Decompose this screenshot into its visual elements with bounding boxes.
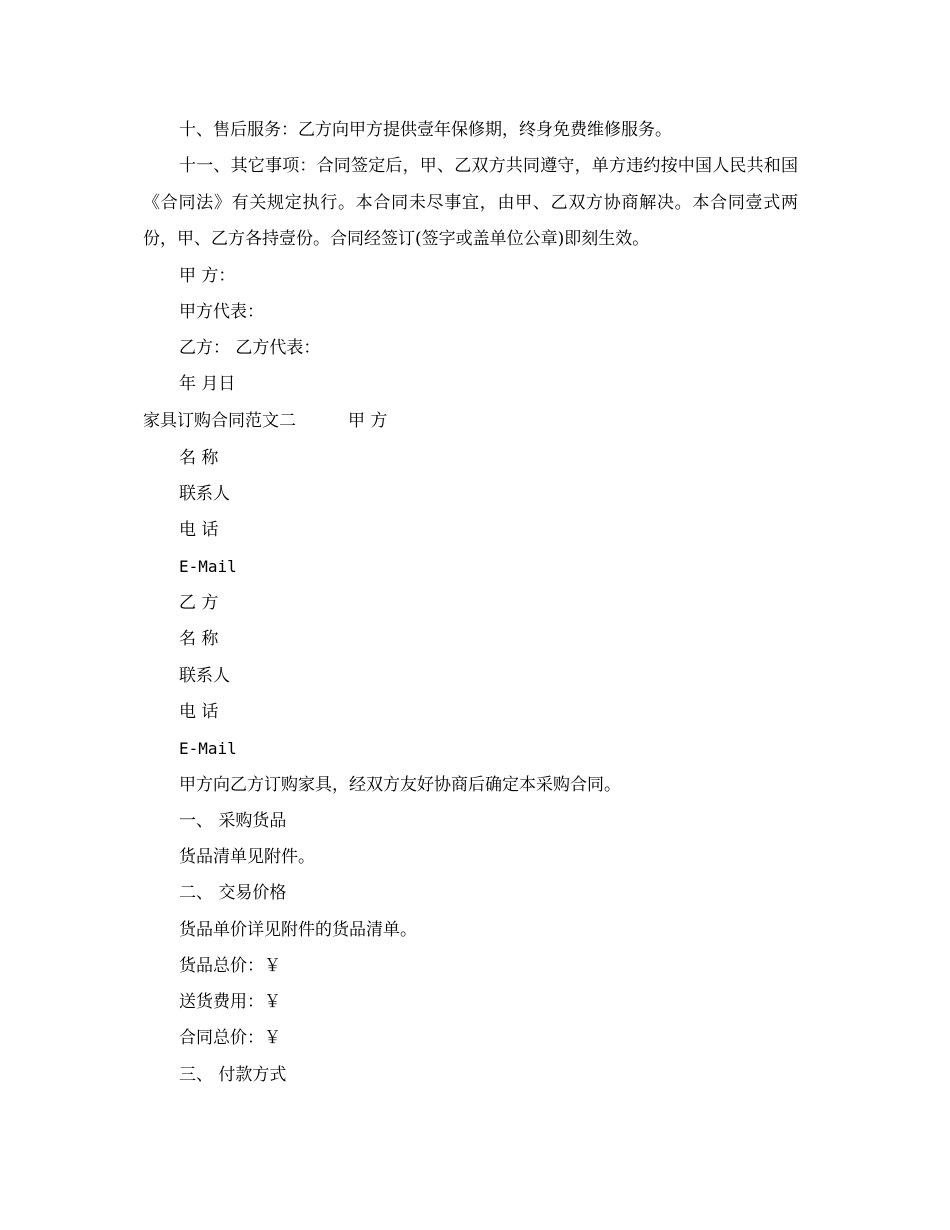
clause-11-other-matters: 十一、其它事项：合同签定后，甲、乙双方共同遵守，单方违约按中国人民共和国《合同法》有关规定执行。本合同未尽事宜，由甲、乙双方协商解决。本合同壹式两份，甲、乙方各持壹份。合同经签订(签字或盖单位公章)即刻生效。 xyxy=(143,156,798,249)
party-a-name-label: 名 称 xyxy=(179,448,219,468)
signature-date: 年 月日 xyxy=(179,374,236,394)
signature-party-b: 乙方： 乙方代表： xyxy=(179,338,321,358)
contract-intro: 甲方向乙方订购家具，经双方友好协商后确定本采购合同。 xyxy=(179,775,621,795)
delivery-fee: 送货费用：￥ xyxy=(179,992,281,1012)
goods-total-price: 货品总价：￥ xyxy=(179,956,281,976)
party-b-heading: 乙 方 xyxy=(179,593,219,613)
party-b-phone-label: 电 话 xyxy=(179,702,219,722)
clause-10-after-sales: 十、售后服务：乙方向甲方提供壹年保修期，终身免费维修服务。 xyxy=(179,120,672,140)
section-1-body: 货品清单见附件。 xyxy=(179,847,315,867)
party-a-heading: 甲 方 xyxy=(348,411,388,431)
section-2-body: 货品单价详见附件的货品清单。 xyxy=(179,920,417,940)
party-b-name-label: 名 称 xyxy=(179,629,219,649)
section-1-title: 一、 采购货品 xyxy=(179,811,287,831)
party-a-email-label: E-Mail xyxy=(179,557,237,576)
party-a-contact-label: 联系人 xyxy=(179,484,230,504)
section-2-title: 二、 交易价格 xyxy=(179,883,287,903)
party-b-email-label: E-Mail xyxy=(179,739,237,758)
sample-title-line xyxy=(143,411,387,431)
party-a-phone-label: 电 话 xyxy=(179,520,219,540)
party-b-contact-label: 联系人 xyxy=(179,666,230,686)
signature-party-a-representative: 甲方代表： xyxy=(179,302,264,322)
contract-total-price: 合同总价：￥ xyxy=(179,1028,281,1048)
section-3-title: 三、 付款方式 xyxy=(179,1065,287,1085)
signature-party-a: 甲 方： xyxy=(179,266,236,286)
sample-title: 家具订购合同范文二 xyxy=(143,411,296,431)
